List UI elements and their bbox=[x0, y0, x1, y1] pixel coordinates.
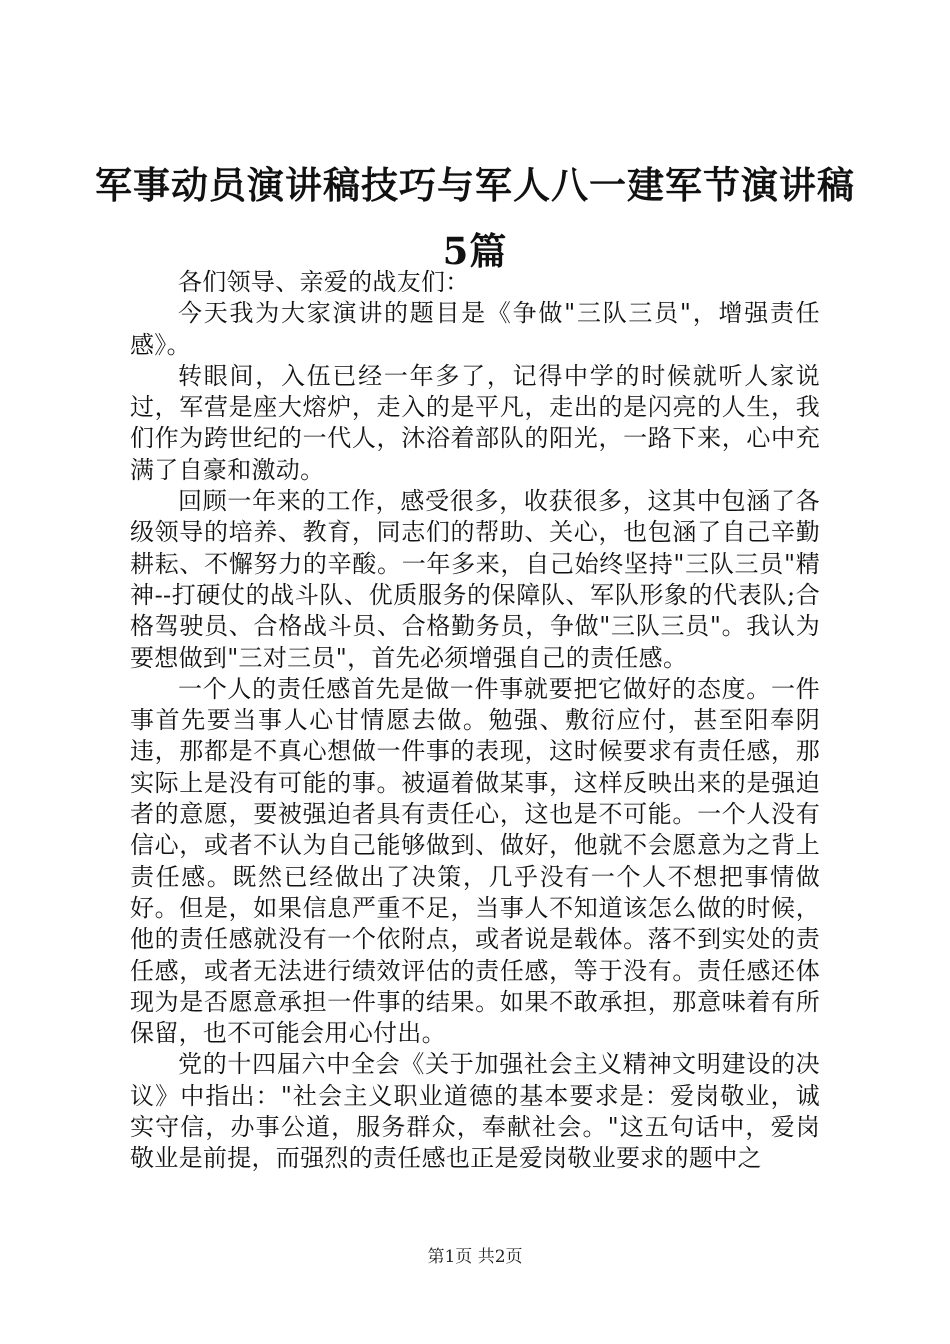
document-title-line-1: 军事动员演讲稿技巧与军人八一建军节演讲稿 bbox=[95, 163, 855, 207]
body-paragraph: 转眼间，入伍已经一年多了，记得中学的时候就听人家说过，军营是座大熔炉，走入的是平凡，走出的是闪亮的人生，我们作为跨世纪的一代人，沐浴着部队的阳光，一路下来，心中充满了自豪和激动。 bbox=[130, 361, 820, 484]
document-title-line-2: 5篇 bbox=[442, 229, 508, 273]
greeting-paragraph: 各们领导、亲爱的战友们： bbox=[178, 268, 470, 296]
document-body bbox=[130, 267, 820, 1175]
body-paragraph: 回顾一年来的工作，感受很多，收获很多，这其中包涵了各级领导的培养、教育，同志们的帮助、关心，也包涵了自己辛勤耕耘、不懈努力的辛酸。一年多来，自己始终坚持"三队三员"精神--打硬仗的战斗队、优质服务的保障队、军队形象的代表队;合格驾驶员、合格战斗员、合格勤务员，争做"三队三员"。我认为要想做到"三对三员"，首先必须增强自己的责任感。 bbox=[130, 487, 820, 672]
body-paragraph: 党的十四届六中全会《关于加强社会主义精神文明建设的决议》中指出："社会主义职业道德的基本要求是：爱岗敬业，诚实守信，办事公道，服务群众，奉献社会。"这五句话中，爱岗敬业是前提，而强烈的责任感也正是爱岗敬业要求的题中之 bbox=[130, 1050, 820, 1173]
topic-paragraph: 今天我为大家演讲的题目是《争做"三队三员"，增强责任感》。 bbox=[130, 299, 820, 359]
page-number-footer: 第1页 共2页 bbox=[427, 1247, 523, 1267]
body-paragraph: 一个人的责任感首先是做一件事就要把它做好的态度。一件事首先要当事人心甘情愿去做。勉强、敷衍应付，甚至阳奉阴违，那都是不真心想做一件事的表现，这时候要求有责任感，那实际上是没有可能的事。被逼着做某事，这样反映出来的是强迫者的意愿，要被强迫者具有责任心，这也是不可能。一个人没有信心，或者不认为自己能够做到、做好，他就不会愿意为之背上责任感。既然已经做出了决策，几乎没有一个人不想把事情做好。但是，如果信息严重不足，当事人不知道该怎么做的时候，他的责任感就没有一个依附点，或者说是载体。落不到实处的责任感，或者无法进行绩效评估的责任感，等于没有。责任感还体现为是否愿意承担一件事的结果。如果不敢承担，那意味着有所保留，也不可能会用心付出。 bbox=[130, 674, 820, 1048]
